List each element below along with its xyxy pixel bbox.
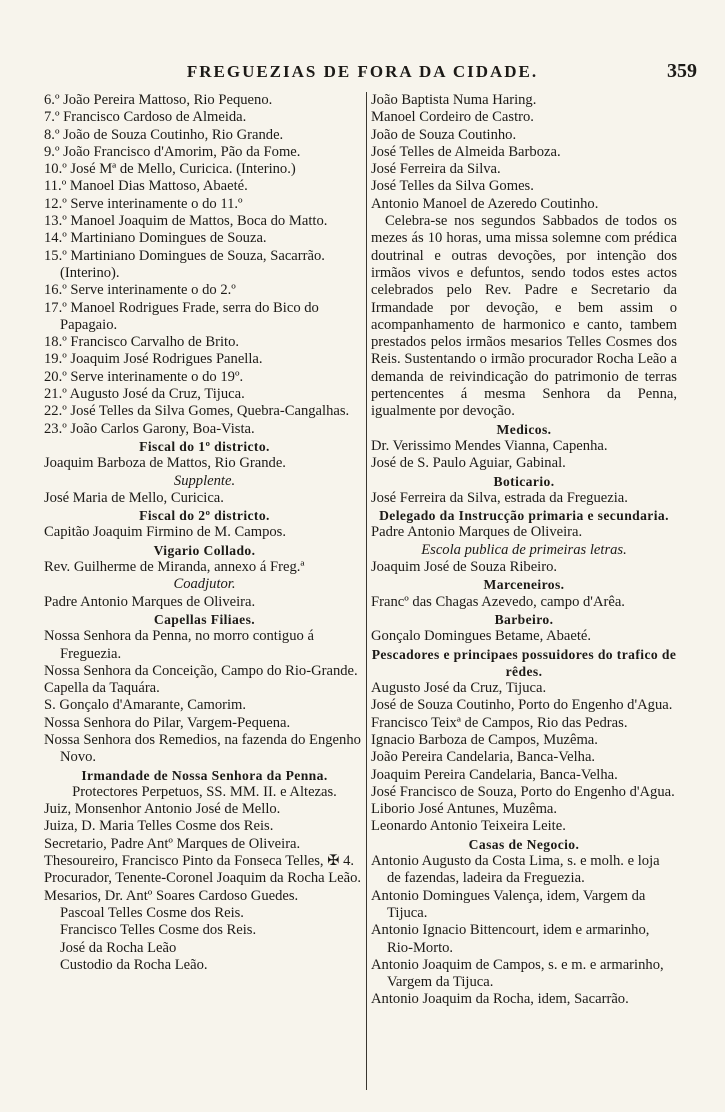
list-item: 8.º João de Souza Coutinho, Rio Grande. [44,126,284,143]
entry: José Maria de Mello, Curicica. [44,489,224,506]
list-item: 7.º Francisco Cardoso de Almeida. [44,109,247,126]
list-item: 17.º Manoel Rodrigues Frade, serra do Bico do Papagaio. [44,299,319,333]
entry: Francº das Chagas Azevedo, campo d'Arêa. [371,593,625,610]
entry: Joaquim José de Souza Ribeiro. [371,559,558,576]
list-item: Antonio Joaquim da Rocha, idem, Sacarrão. [371,991,629,1008]
list-item: José de S. Paulo Aguiar, Gabinal. [371,455,566,472]
left-column [44,92,365,1096]
list-item: 18.º Francisco Carvalho de Brito. [44,334,240,351]
section-heading: Pescadores e principaes possuidores do trafico de rêdes. [371,646,677,679]
list-item: S. Gonçalo d'Amarante, Camorim. [44,697,247,714]
list-item: Pascoal Telles Cosme dos Reis. [60,904,244,921]
section-heading: Boticario. [493,473,555,489]
subheading: Escola publica de primeiras letras. [421,541,627,558]
entry: Rev. Guilherme de Miranda, annexo á Freg.ª [44,559,305,576]
list-item: Nossa Senhora do Pilar, Vargem-Pequena. [44,714,291,731]
list-item: Custodio da Rocha Leão. [60,956,208,973]
list-item: 23.º João Carlos Garony, Boa-Vista. [44,420,255,437]
list-item: Antonio Augusto da Costa Lima, s. e molh. e loja de fazendas, ladeira da Freguezia. [371,853,660,887]
right-column [371,92,677,1096]
column-divider [366,92,367,1090]
list-item: Ignacio Barboza de Campos, Muzêma. [371,731,598,748]
list-item: Antonio Joaquim de Campos, s. e m. e armarinho, Vargem da Tijuca. [371,956,664,991]
list-item: 11.º Manoel Dias Mattoso, Abaeté. [44,178,248,195]
list-item: João Pereira Candelaria, Banca-Velha. [371,749,596,766]
list-item: Juiza, D. Maria Telles Cosme dos Reis. [44,818,274,835]
list-item: 21.º Augusto José da Cruz, Tijuca. [44,386,245,403]
list-item: Thesoureiro, Francisco Pinto da Fonseca Telles, ✠ 4. [44,853,355,870]
entry: José Ferreira da Silva, estrada da Freguezia. [371,489,628,506]
list-item: Leonardo Antonio Teixeira Leite. [371,818,566,835]
list-item: José Telles de Almeida Barboza. [371,143,561,160]
section-heading: Medicos. [496,421,552,437]
section-heading: Marceneiros. [483,577,565,593]
list-item: 13.º Manoel Joaquim de Mattos, Boca do Matto. [44,213,328,230]
section-heading: Irmandade de Nossa Senhora da Penna. [81,767,328,783]
list-item: Manoel Cordeiro de Castro. [371,109,534,126]
entry: Joaquim Barboza de Mattos, Rio Grande. [44,455,286,472]
entry: Padre Antonio Marques de Oliveira. [44,593,256,610]
list-item: 22.º José Telles da Silva Gomes, Quebra-Cangalhas. [44,403,350,420]
list-item: Nossa Senhora da Conceição, Campo do Rio-Grande. [44,662,358,679]
list-item: José Francisco de Souza, Porto do Engenho d'Agua. [371,783,675,800]
list-item: Francisco Telles Cosme dos Reis. [60,922,257,939]
list-item: Dr. Verissimo Mendes Vianna, Capenha. [371,437,608,454]
list-item: José da Rocha Leão [60,939,177,956]
list-item: Liborio José Antunes, Muzêma. [371,801,558,818]
list-item: 10.º José Mª de Mello, Curicica. (Interino.) [44,161,296,178]
list-item: José Telles da Silva Gomes. [371,178,534,195]
running-title: FREGUEZIAS DE FORA DA CIDADE. [186,62,539,81]
list-item: 12.º Serve interinamente o do 11.º [44,195,243,212]
list-item: Augusto José da Cruz, Tijuca. [371,680,547,697]
list-item: Nossa Senhora da Penna, no morro contiguo á Freguezia. [44,628,314,662]
list-item: 9.º João Francisco d'Amorim, Pão da Fome. [44,143,301,160]
page-number: 359 [667,60,697,82]
list-item: José Ferreira da Silva. [371,161,501,178]
list-item: 20.º Serve interinamente o do 19º. [44,368,244,385]
list-item: 15.º Martiniano Domingues de Souza, Sacarrão. (Interino). [44,247,325,281]
entry: Protectores Perpetuos, SS. MM. II. e Altezas. [72,783,337,800]
section-heading: Fiscal do 1º districto. [139,438,270,454]
paragraph: Celebra-se nos segundos Sabbados de todos os mezes ás 10 horas, uma missa solemne com prédica doutrinal e outras devoções, por intenção dos irmãos vivos e defuntos, sendo todos estes actos celebrados pelo Rev. Padre e Secretario da Irmandade por devoção, e bem assim o acompanhamento de harmonico e canto, tambem prestados pelos irmãos mesarios Telles Cosmes dos Reis. Sustentando o irmão procurador Rocha Leão a demanda de reivindicação do patrimonio de terras pertencentes á mesma Senhora da Penna, igualmente por devoção. [371,213,677,420]
entry: Gonçalo Domingues Betame, Abaeté. [371,628,592,645]
list-item: 6.º João Pereira Mattoso, Rio Pequeno. [44,92,273,108]
section-heading: Fiscal do 2º districto. [139,508,270,524]
list-item: Antonio Domingues Valença, idem, Vargem da Tijuca. [371,887,646,921]
list-item: Antonio Ignacio Bittencourt, idem e armarinho, Rio-Morto. [371,922,650,956]
list-item: 19.º Joaquim José Rodrigues Panella. [44,351,263,368]
section-heading: Delegado da Instrucção primaria e secundaria. [379,508,669,524]
section-heading: Barbeiro. [494,611,554,627]
list-item: Nossa Senhora dos Remedios, na fazenda do Engenho Novo. [44,731,361,766]
list-item: José de Souza Coutinho, Porto do Engenho d'Agua. [371,697,673,714]
list-item: João de Souza Coutinho. [371,126,517,143]
list-item: Juiz, Monsenhor Antonio José de Mello. [44,801,281,818]
list-item: Antonio Manoel de Azeredo Coutinho. [371,195,599,212]
list-item: 14.º Martiniano Domingues de Souza. [44,230,267,247]
section-heading: Casas de Negocio. [468,836,580,852]
section-heading: Vigario Collado. [153,542,256,558]
section-heading: Capellas Filiaes. [153,611,256,627]
list-item: Secretario, Padre Antº Marques de Oliveira. [44,835,301,852]
list-item: 16.º Serve interinamente o do 2.º [44,282,236,299]
list-item: João Baptista Numa Haring. [371,92,537,108]
list-item: Joaquim Pereira Candelaria, Banca-Velha. [371,766,618,783]
page-header [0,62,725,86]
entry: Padre Antonio Marques de Oliveira. [371,524,583,541]
list-item: Capella da Taquára. [44,680,160,697]
list-item: Francisco Teixª de Campos, Rio das Pedras. [371,714,628,731]
subheading: Coadjutor. [173,576,236,593]
list-item: Procurador, Tenente-Coronel Joaquim da Rocha Leão. [44,870,362,887]
entry: Capitão Joaquim Firmino de M. Campos. [44,524,287,541]
subheading: Supplente. [173,472,236,489]
list-item: Mesarios, Dr. Antº Soares Cardoso Guedes. [44,887,299,904]
